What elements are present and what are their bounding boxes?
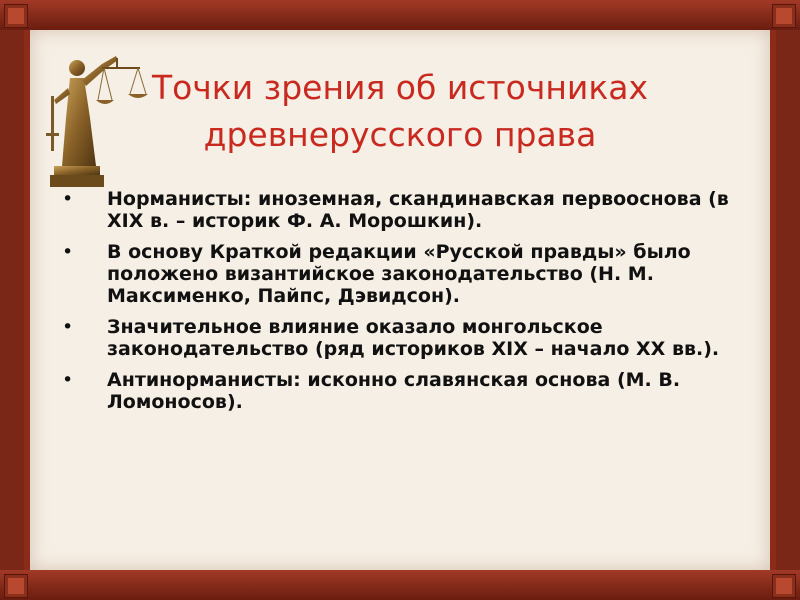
frame-ornament-icon <box>772 574 796 598</box>
bullet-text: В основу Краткой редакции «Русской правды» было положено византийское законодательство (Н. М. Максименко, Пайпс, Дэвидсон). <box>107 241 691 307</box>
frame-ornament-icon <box>4 4 28 28</box>
top-frame-bar <box>0 0 800 30</box>
bullet-text: Норманисты: иноземная, скандинавская первооснова (в XIX в. – историк Ф. А. Морошкин). <box>107 188 729 232</box>
right-frame-bar <box>770 30 776 570</box>
bullet-icon: • <box>62 316 74 338</box>
bullet-icon: • <box>62 188 74 210</box>
slide-title: Точки зрения об источниках древнерусского права <box>151 68 649 155</box>
list-item <box>62 241 762 307</box>
list-item <box>62 316 762 360</box>
frame-ornament-icon <box>4 574 28 598</box>
bullet-text: Антинорманисты: исконно славянская основа (М. В. Ломоносов). <box>107 369 681 413</box>
bottom-frame-bar <box>0 570 800 600</box>
bullet-list <box>62 188 762 422</box>
list-item <box>62 188 762 232</box>
bullet-icon: • <box>62 241 74 263</box>
bullet-icon: • <box>62 369 74 391</box>
frame-ornament-icon <box>772 4 796 28</box>
list-item <box>62 369 762 413</box>
bullet-text: Значительное влияние оказало монгольское законодательство (ряд историков XIX – начало ХХ вв.). <box>107 316 720 360</box>
